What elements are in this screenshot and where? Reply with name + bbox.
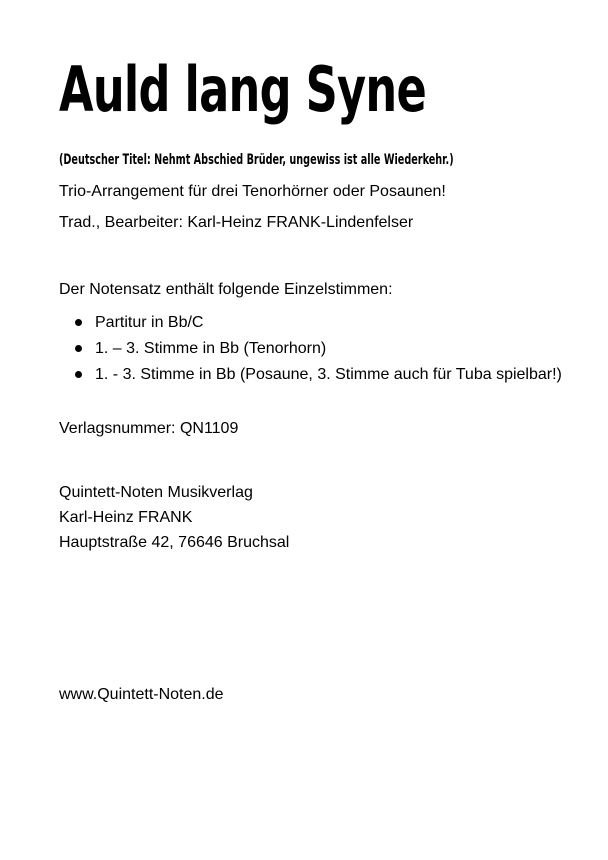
publisher-block <box>59 482 289 557</box>
website-link[interactable]: www.Quintett-Noten.de <box>59 686 224 703</box>
german-subtitle: (Deutscher Titel: Nehmt Abschied Brüder, ungewiss ist alle Wiederkehr.) <box>59 152 454 168</box>
list-item <box>75 312 562 338</box>
arrangement-note: Trio-Arrangement für drei Tenorhörner oder Posaunen! <box>59 183 446 200</box>
publisher-contact: Karl-Heinz FRANK <box>59 509 193 526</box>
credits-line: Trad., Bearbeiter: Karl-Heinz FRANK-Lindenfelser <box>59 214 414 231</box>
part-label: Partitur in Bb/C <box>95 314 204 331</box>
part-label: 1. - 3. Stimme in Bb (Posaune, 3. Stimme auch für Tuba spielbar!) <box>95 366 562 383</box>
catalog-number: Verlagsnummer: QN1109 <box>59 420 239 437</box>
list-item <box>75 338 562 364</box>
publisher-address: Hauptstraße 42, 76646 Bruchsal <box>59 534 290 551</box>
bullet-icon <box>75 319 82 326</box>
contents-intro: Der Notensatz enthält folgende Einzelstimmen: <box>59 281 393 298</box>
list-item <box>75 364 562 390</box>
document-title: Auld lang Syne <box>59 53 427 126</box>
bullet-icon <box>75 371 82 378</box>
bullet-icon <box>75 345 82 352</box>
publisher-name: Quintett-Noten Musikverlag <box>59 484 253 501</box>
part-label: 1. – 3. Stimme in Bb (Tenorhorn) <box>95 340 327 357</box>
parts-list <box>75 312 562 390</box>
